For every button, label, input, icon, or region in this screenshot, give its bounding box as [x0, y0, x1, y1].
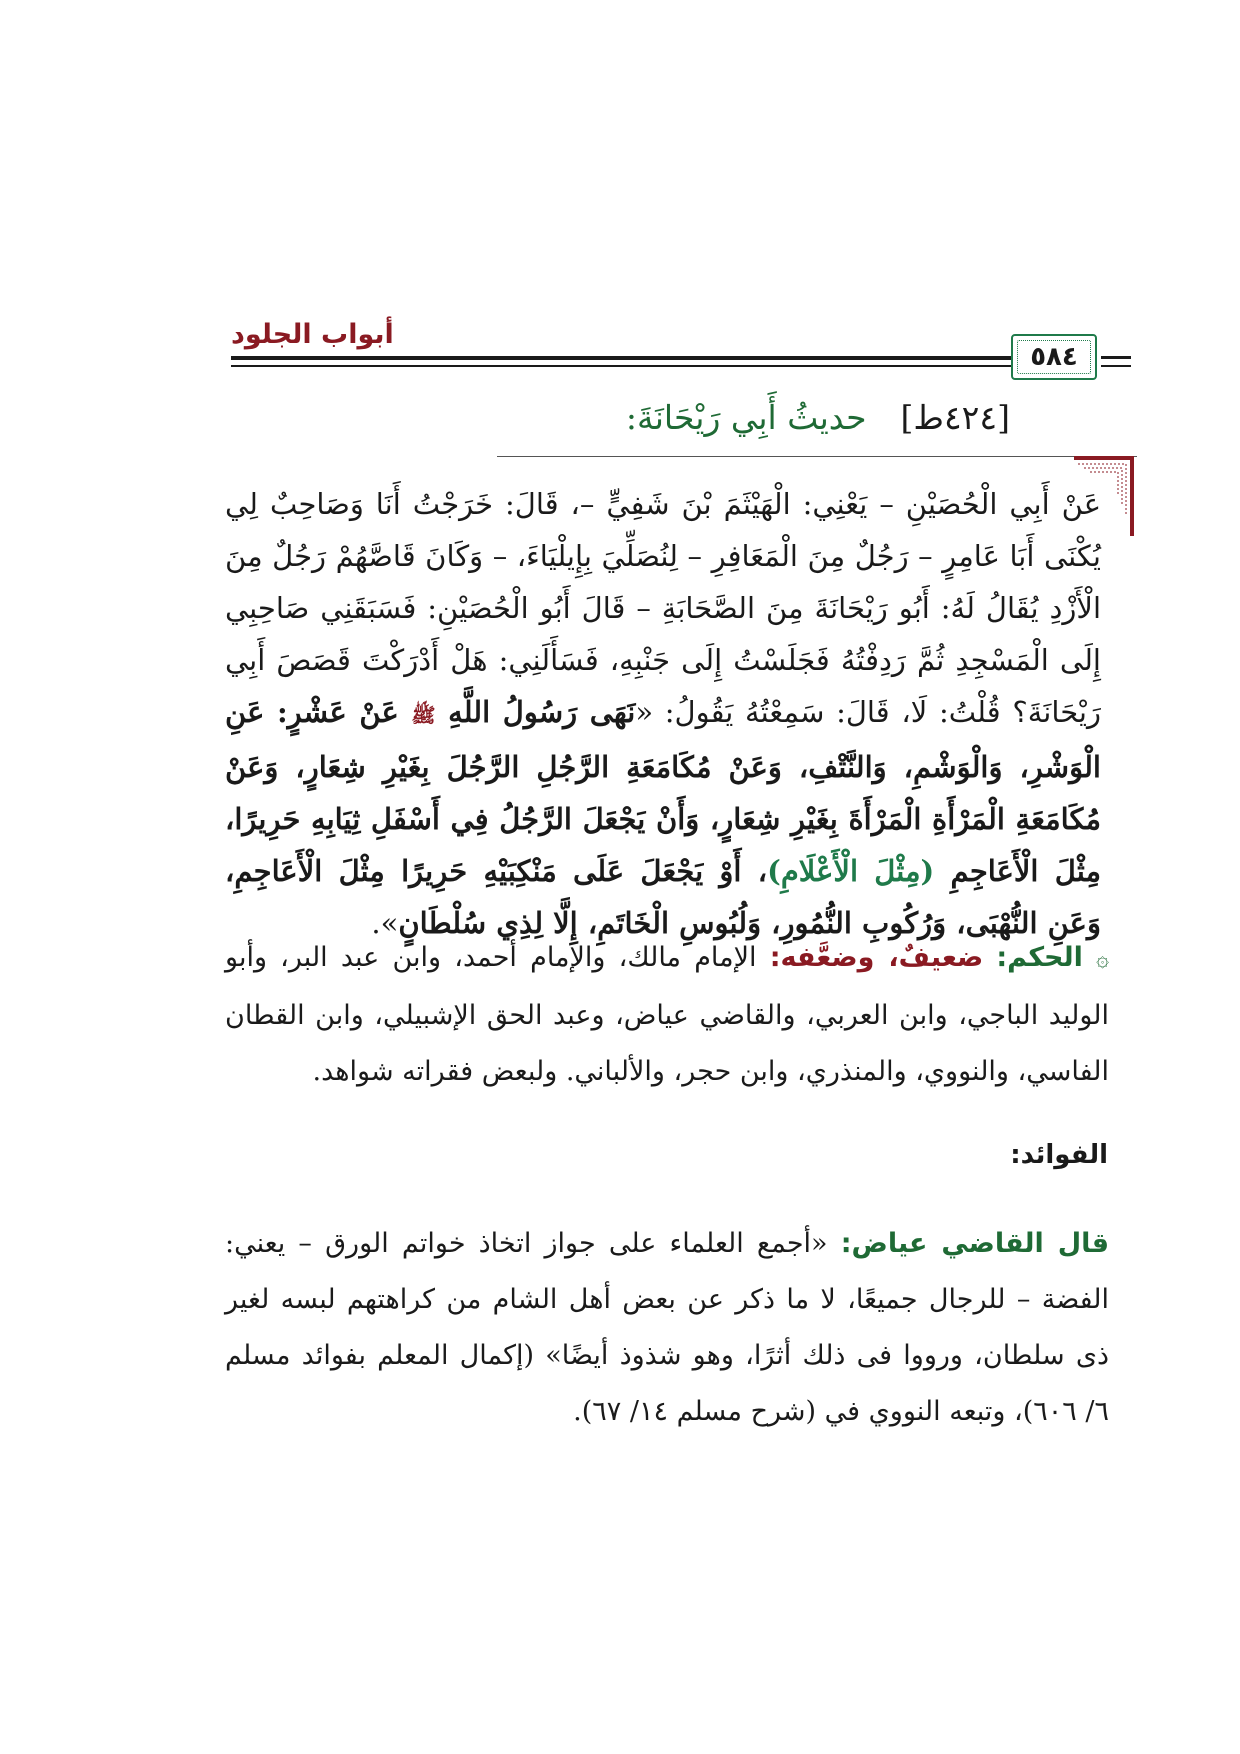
saying-part-2: عَنْ عَشْرٍ: عَنِ الْوَشْرِ، وَالْوَشْمِ، وَالنَّتْفِ، وَعَنْ مُكَامَعَةِ الرَّجُلِ الرَّجُلَ بِغَيْرِ شِعَارٍ، وَعَنْ مُكَامَعَةِ الْمَرْأَةِ الْمَرْأَةَ بِغَيْرِ شِعَارٍ، وَأَنْ يَجْعَلَ الرَّجُلُ فِي أَسْفَلِ ثِيَابِهِ حَرِيرًا، مِثْلَ الْأَعَاجِمِ: [225, 695, 1102, 888]
section-heading: [626, 398, 1010, 437]
hadith-intro: عَنْ أَبِي الْحُصَيْنِ – يَعْنِي: الْهَيْثَمَ بْنَ شَفِيٍّ –، قَالَ: خَرَجْتُ أَنَا وَصَاحِبٌ لِي يُكْنَى أَبَا عَامِرٍ – رَجُلٌ مِنَ الْمَعَافِرِ – لِنُصَلِّيَ بِإِيلْيَاءَ، – وَكَانَ قَاصَّهُمْ رَجُلٌ مِنَ الْأَزْدِ يُقَالُ لَهُ: أَبُو رَيْحَانَةَ مِنَ الصَّحَابَةِ – قَالَ أَبُو الْحُصَيْنِ: فَسَبَقَنِي صَاحِبِي إِلَى الْمَسْجِدِ ثُمَّ رَدِفْتُهُ فَجَلَسْتُ إِلَى جَنْبِهِ، فَسَأَلَنِي: هَلْ أَدْرَكْتَ قَصَصَ أَبِي رَيْحَانَةَ؟ قُلْتُ: لَا، قَالَ: سَمِعْتُهُ يَقُولُ: «: [225, 487, 1101, 729]
salla-glyph: ﷺ: [411, 703, 436, 727]
header-rule-right-thin: [1101, 365, 1131, 367]
saying-part-1: نَهَى رَسُولُ اللَّهِ: [448, 695, 636, 729]
benefit-text: «أجمع العلماء على جواز اتخاذ خواتم الورق – يعني: الفضة – للرجال جميعًا، لا ما ذكر عن بعض أهل الشام من كراهتهم لبسه لغير ذى سلطان، ورووا فى ذلك أثرًا، وهو شذوذ أيضًا» (إكمال المعلم بفوائد مسلم ٦/ ٦٠٦)، وتبعه النووي في (شرح مسلم ١٤/ ٦٧).: [225, 1228, 1109, 1427]
ruling-section: [225, 930, 1109, 1100]
hadith-paragraph: [225, 478, 1101, 949]
hadith-text: [225, 478, 1101, 949]
hadith-outro: ».: [371, 906, 399, 940]
ruling-paragraph: [225, 930, 1109, 1100]
section-title: حديثُ أَبِي رَيْحَانَةَ:: [625, 398, 867, 437]
ruling-label: الحكم:: [996, 942, 1083, 973]
page-number-badge: [1011, 334, 1097, 380]
heading-rule: [497, 456, 1137, 457]
ruling-value: ضعيفٌ، وضعَّفه:: [769, 942, 984, 973]
saying-part-3: ، أَوْ يَجْعَلَ عَلَى مَنْكِبَيْهِ حَرِيرًا مِثْلَ الْأَعَاجِمِ، وَعَنِ النُّهْبَى، وَرُكُوبِ النُّمُورِ، وَلُبُوسِ الْخَاتَمِ، إِلَّا لِذِي سُلْطَانٍ: [225, 854, 1101, 940]
header-rule-thick: [231, 356, 1011, 360]
header-rule-thin: [231, 365, 1011, 367]
chapter-header-title: أبواب الجلود: [231, 319, 394, 350]
benefits-section: [225, 1216, 1109, 1440]
header-rule-right-thick: [1101, 356, 1131, 359]
prophet-saying: [225, 695, 1101, 940]
page-number: ٥٨٤: [1030, 342, 1078, 372]
benefit-speaker: قال القاضي عياض:: [840, 1228, 1109, 1259]
section-code: [٤٢٤ط]: [900, 398, 1010, 437]
benefits-paragraph: [225, 1216, 1109, 1440]
ruling-text: الإمام مالك، والإمام أحمد، وابن عبد البر، وأبو الوليد الباجي، وابن العربي، والقاضي عياض، وعبد الحق الإشبيلي، وابن القطان الفاسي، والنووي، والمنذري، وابن حجر، والألباني. ولبعض فقراته شواهد.: [225, 942, 1109, 1087]
ornament-icon: ۞: [1096, 947, 1109, 972]
benefits-heading: الفوائد:: [1010, 1140, 1108, 1170]
gharib-explanation: (مِثْلَ الْأَعْلَامِ): [767, 854, 935, 888]
